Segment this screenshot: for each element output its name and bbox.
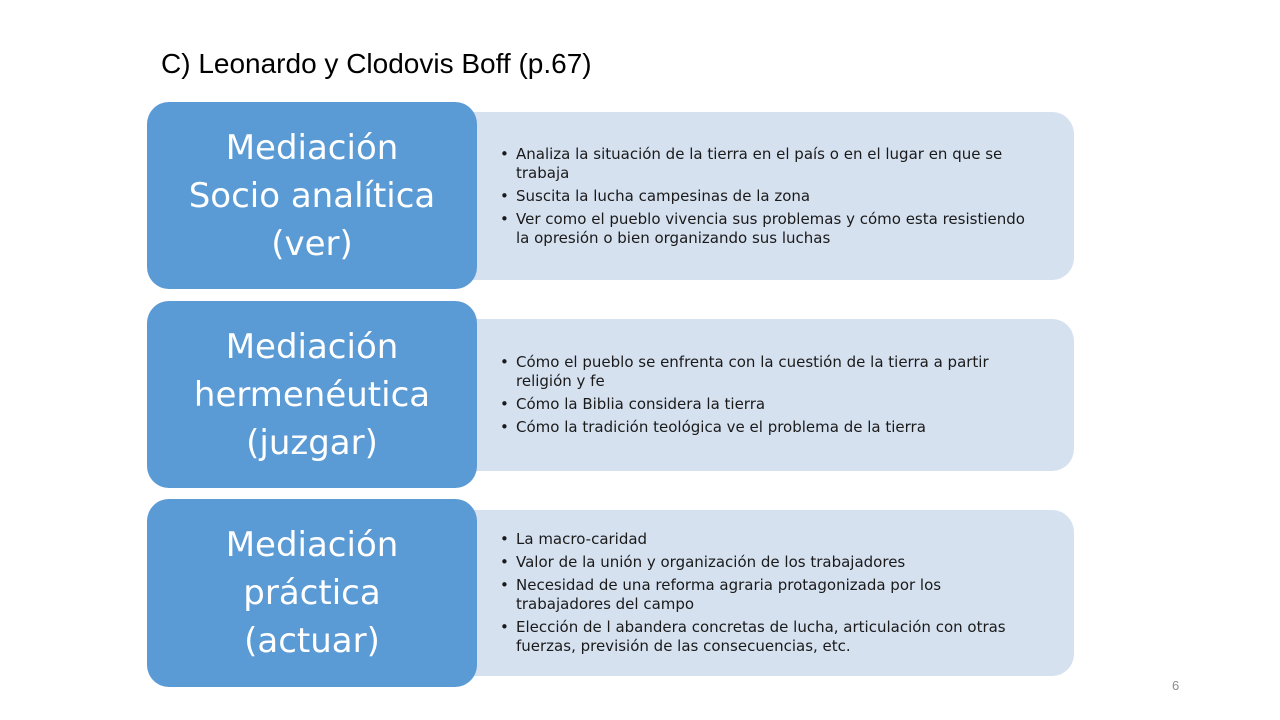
mediation-hermeneutica-box [147, 301, 477, 488]
mediation-practica-box [147, 499, 477, 687]
bullet-item: • Elección de l abandera concretas de lucha, articulación con otras fuerzas, previsión de las consecuencias, etc. [500, 618, 1034, 656]
mediation-socio-analitica-box [147, 102, 477, 289]
bullet-item: • Cómo la Biblia considera la tierra [500, 395, 1034, 414]
bullet-list [500, 349, 1034, 441]
bullet-list [500, 526, 1034, 660]
mediation-socio-analitica-panel [420, 112, 1074, 280]
bullet-item: • Cómo la tradición teológica ve el problema de la tierra [500, 418, 1034, 437]
mediation-hermeneutica-panel [420, 319, 1074, 471]
bullet-item: • Valor de la unión y organización de los trabajadores [500, 553, 1034, 572]
page-number: 6 [1172, 678, 1180, 693]
mediation-practica-panel [420, 510, 1074, 676]
mediation-heading: Mediación hermenéutica (juzgar) [193, 326, 431, 463]
bullet-item: • Cómo el pueblo se enfrenta con la cuestión de la tierra a partir religión y fe [500, 353, 1034, 391]
bullet-list [500, 141, 1034, 252]
bullet-item: • Necesidad de una reforma agraria protagonizada por los trabajadores del campo [500, 576, 1034, 614]
mediation-heading: Mediación Socio analítica (ver) [188, 127, 436, 264]
bullet-item: • Ver como el pueblo vivencia sus problemas y cómo esta resistiendo la opresión o bien organizando sus luchas [500, 210, 1034, 248]
mediation-heading: Mediación práctica (actuar) [225, 525, 399, 661]
slide-title: C) Leonardo y Clodovis Boff (p.67) [161, 48, 592, 79]
bullet-item: • La macro-caridad [500, 530, 1034, 549]
bullet-item: • Analiza la situación de la tierra en el país o en el lugar en que se trabaja [500, 145, 1034, 183]
bullet-item: • Suscita la lucha campesinas de la zona [500, 187, 1034, 206]
